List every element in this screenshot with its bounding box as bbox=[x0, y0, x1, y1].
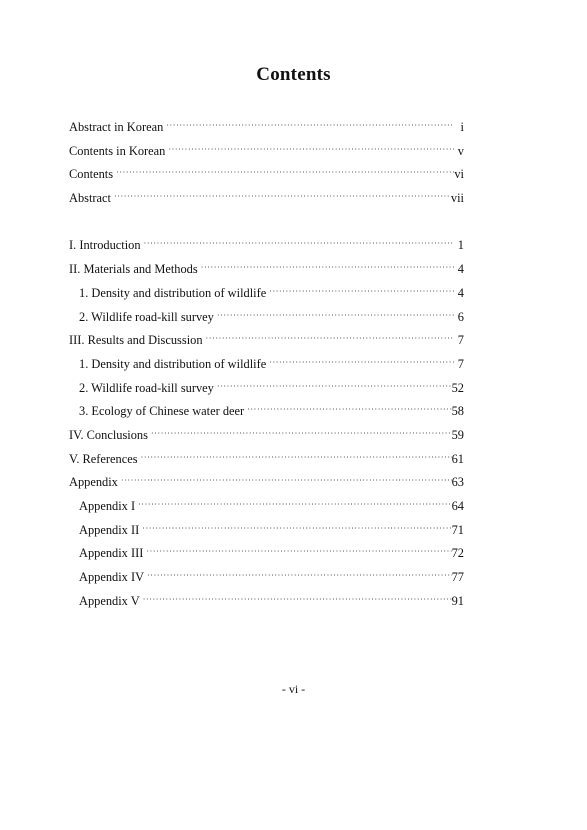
toc-entry-label: IV. Conclusions bbox=[69, 427, 148, 442]
dot-leader bbox=[206, 327, 454, 351]
toc-entry-appendix-4[interactable] bbox=[69, 566, 464, 590]
toc-entry-label: Appendix V bbox=[79, 593, 140, 608]
toc-entry-page: 52 bbox=[451, 380, 464, 395]
toc-entry-results-discussion[interactable] bbox=[69, 329, 464, 353]
toc-entry-label: 1. Density and distribution of wildlife bbox=[79, 356, 267, 371]
page-title: Contents bbox=[256, 64, 331, 85]
toc-entry-label: 3. Ecology of Chinese water deer bbox=[79, 404, 245, 419]
table-of-contents bbox=[69, 116, 464, 613]
toc-entry-introduction[interactable] bbox=[69, 234, 464, 258]
dot-leader bbox=[166, 114, 454, 138]
toc-entry-label: V. References bbox=[69, 451, 138, 466]
toc-entry-page: 7 bbox=[457, 333, 464, 348]
dot-leader bbox=[217, 304, 454, 328]
toc-entry-abstract[interactable] bbox=[69, 187, 464, 211]
toc-entry-abstract-korean[interactable] bbox=[69, 116, 464, 140]
toc-entry-page: 1 bbox=[457, 238, 464, 253]
toc-entry-page: v bbox=[457, 143, 464, 158]
toc-entry-page: 7 bbox=[457, 356, 464, 371]
dot-leader bbox=[142, 517, 451, 541]
toc-entry-conclusions[interactable] bbox=[69, 424, 464, 448]
toc-entry-page: 4 bbox=[457, 262, 464, 277]
toc-entry-label: Appendix bbox=[69, 475, 118, 490]
toc-entry-label: Appendix I bbox=[79, 499, 136, 513]
toc-entry-appendix[interactable] bbox=[69, 471, 464, 495]
toc-entry-page: 71 bbox=[451, 522, 464, 537]
toc-entry-label: Contents in Korean bbox=[69, 143, 166, 158]
section-gap bbox=[69, 211, 464, 235]
toc-entry-page: 64 bbox=[451, 499, 464, 513]
toc-entry-page: 63 bbox=[451, 475, 464, 490]
toc-entry-label: Appendix II bbox=[79, 522, 140, 537]
toc-entry-label: 1. Density and distribution of wildlife bbox=[79, 285, 267, 300]
toc-entry-page: 6 bbox=[457, 309, 464, 324]
dot-leader bbox=[247, 398, 451, 422]
dot-leader bbox=[269, 351, 454, 375]
dot-leader bbox=[121, 469, 452, 493]
toc-entry-materials-methods[interactable] bbox=[69, 258, 464, 282]
toc-entry-page: 72 bbox=[451, 546, 464, 561]
dot-leader bbox=[143, 588, 452, 612]
toc-entry-appendix-2[interactable] bbox=[69, 519, 464, 543]
dot-leader bbox=[116, 161, 454, 185]
dot-leader bbox=[144, 232, 454, 256]
toc-entry-appendix-5[interactable] bbox=[69, 590, 464, 614]
toc-entry-label: 2. Wildlife road-kill survey bbox=[79, 380, 214, 395]
toc-entry-label: Appendix III bbox=[79, 546, 144, 561]
toc-entry-page: 61 bbox=[451, 451, 464, 466]
dot-leader bbox=[151, 422, 452, 446]
dot-leader bbox=[141, 446, 452, 470]
toc-entry-label: Abstract in Korean bbox=[69, 120, 164, 134]
toc-entry-label: Appendix IV bbox=[79, 570, 145, 585]
toc-entry-results-density[interactable] bbox=[69, 353, 464, 377]
toc-entry-page: i bbox=[460, 120, 464, 134]
toc-entry-page: vii bbox=[450, 191, 464, 206]
toc-entry-appendix-1[interactable] bbox=[69, 495, 464, 519]
toc-entry-page: vi bbox=[454, 167, 464, 182]
toc-entry-label: I. Introduction bbox=[69, 238, 141, 253]
toc-entry-references[interactable] bbox=[69, 448, 464, 472]
toc-entry-methods-density[interactable] bbox=[69, 282, 464, 306]
dot-leader bbox=[168, 138, 454, 162]
dot-leader bbox=[269, 280, 454, 304]
toc-entry-appendix-3[interactable] bbox=[69, 542, 464, 566]
toc-entry-page: 4 bbox=[457, 285, 464, 300]
toc-entry-page: 77 bbox=[451, 570, 464, 585]
dot-leader bbox=[114, 185, 451, 209]
dot-leader bbox=[146, 540, 451, 564]
toc-entry-results-roadkill[interactable] bbox=[69, 377, 464, 401]
toc-entry-label: III. Results and Discussion bbox=[69, 333, 203, 348]
toc-entry-page: 59 bbox=[451, 427, 464, 442]
dot-leader bbox=[138, 493, 452, 517]
toc-entry-label: Abstract bbox=[69, 191, 111, 206]
toc-entry-page: 58 bbox=[451, 404, 464, 419]
toc-entry-label: 2. Wildlife road-kill survey bbox=[79, 309, 214, 324]
toc-entry-contents[interactable] bbox=[69, 163, 464, 187]
toc-entry-results-ecology[interactable] bbox=[69, 400, 464, 424]
dot-leader bbox=[217, 375, 452, 399]
toc-entry-methods-roadkill[interactable] bbox=[69, 306, 464, 330]
toc-entry-contents-korean[interactable] bbox=[69, 140, 464, 164]
dot-leader bbox=[147, 564, 452, 588]
dot-leader bbox=[201, 256, 454, 280]
page-number-footer: - vi - bbox=[281, 682, 306, 696]
toc-entry-page: 91 bbox=[451, 593, 464, 608]
toc-entry-label: Contents bbox=[69, 167, 114, 182]
toc-entry-label: II. Materials and Methods bbox=[69, 262, 198, 277]
